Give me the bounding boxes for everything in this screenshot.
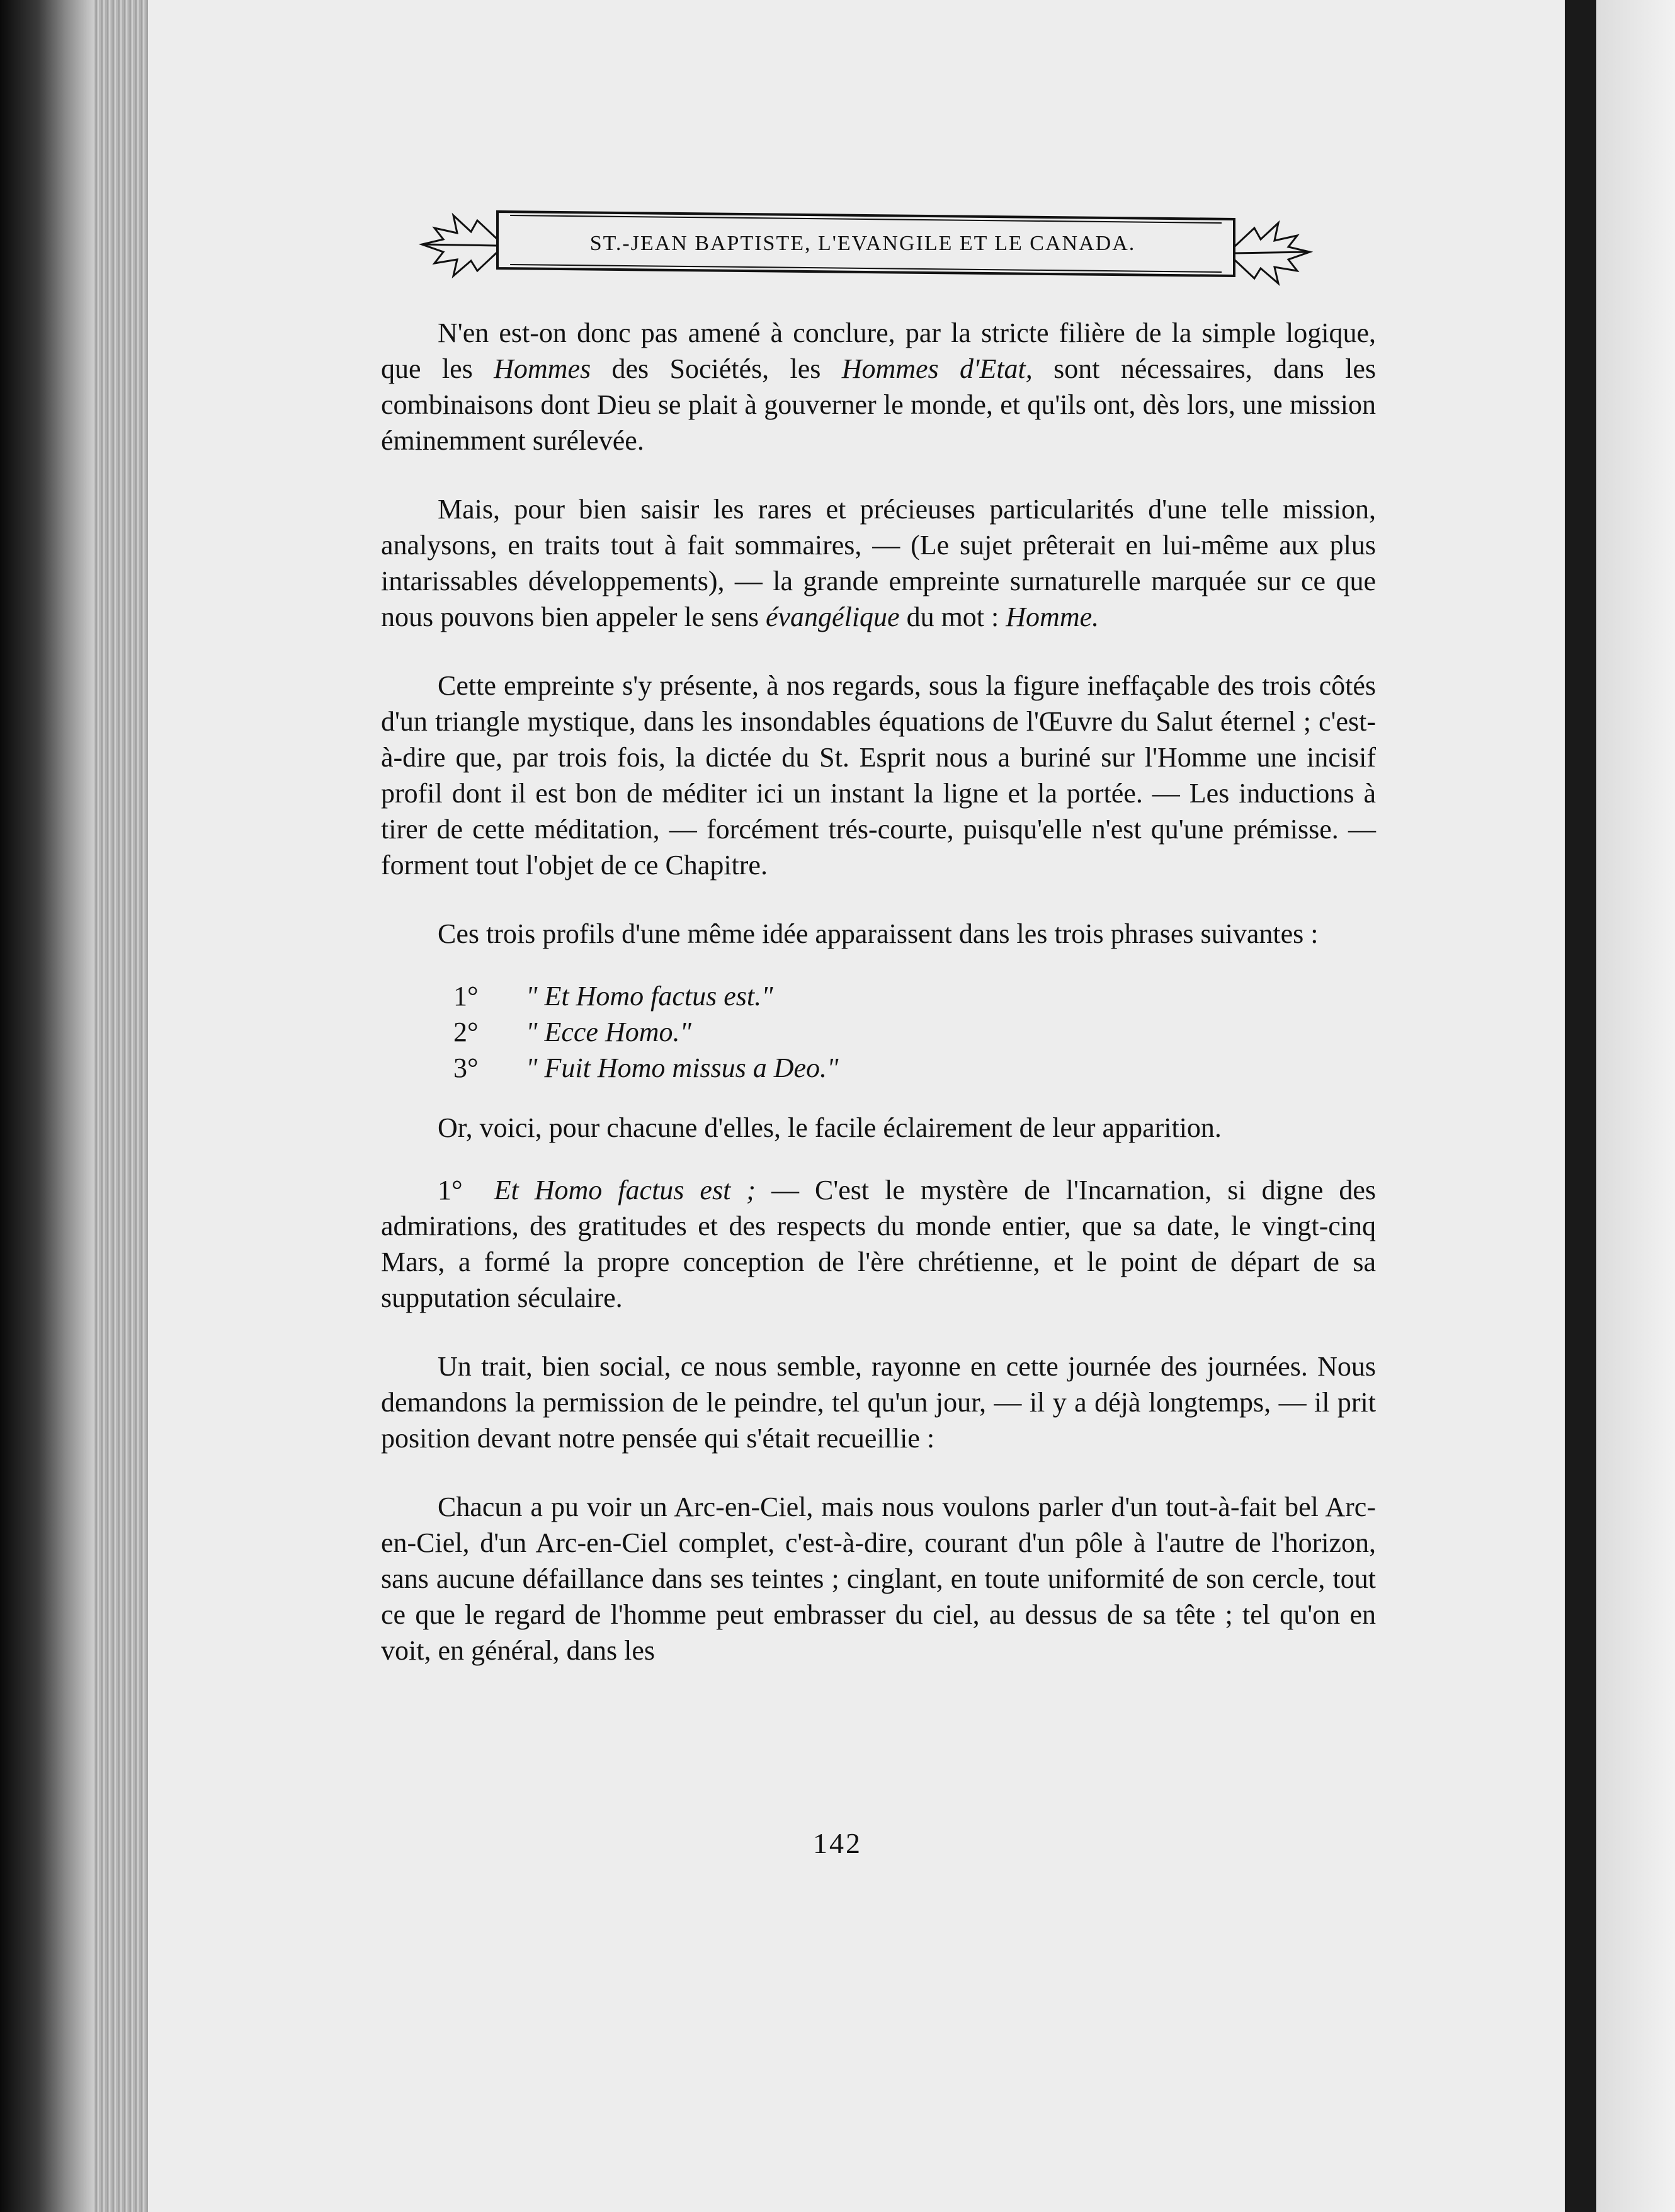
paragraph-1-italic-a: Hommes [494,353,591,384]
book-spine-shadow [0,0,94,2212]
paragraph-5: Or, voici, pour chacune d'elles, le facile éclairement de leur apparition. [438,1112,1222,1143]
paragraph-4: Ces trois profils d'une même idée apparaissent dans les trois phrases suivantes : [438,918,1319,949]
running-header [403,202,1322,290]
list-item-number: 3° [453,1052,479,1083]
paragraph-2-text-a: Mais, pour bien saisir les rares et précieuses particularités d'une telle mission, analysons, en traits tout à fait sommaires, — (Le sujet prêterait en lui-même aux plus intarissables développements), — la grande empreinte surnaturelle marquée sur ce que nous pouvons bien appeler le sens [381,494,1376,632]
paragraph-2-text-b: du mot : [899,601,1006,632]
list-item [453,978,1376,1014]
page-edges [94,0,151,2212]
paragraph-7: Un trait, bien social, ce nous semble, rayonne en cette journée des journées. Nous demandons la permission de le peindre, tel qu'un jour, — il y a déjà longtemps, — il prit position devant notre pensée qui s'était recueillie : [381,1351,1376,1454]
paragraph-1-text-b: des Sociétés, les [591,353,842,384]
paragraph-6 [381,1172,1376,1316]
list-item-text: " Ecce Homo." [526,1017,691,1047]
paragraph-8: Chacun a pu voir un Arc-en-Ciel, mais nous voulons parler d'un tout-à-fait bel Arc-en-Ciel, d'un Arc-en-Ciel complet, c'est-à-dire, courant d'un pôle à l'autre de l'horizon, sans aucune défaillance dans ses teintes ; cinglant, en toute uniformité de son cercle, tout ce que le regard de l'homme peut embrasser du ciel, au dessus de sa tête ; tel qu'on en voit, en général, dans les [381,1491,1376,1666]
paragraph-3: Cette empreinte s'y présente, à nos regards, sous la figure ineffaçable des trois côtés d'un triangle mystique, dans les insondables équations de l'Œuvre du Salut éternel ; c'est-à-dire que, par trois fois, la dictée du St. Esprit nous a buriné sur l'Homme une incisif profil dont il est bon de méditer ici un instant la ligne et la portée. — Les inductions à tirer de cette méditation, — forcément trés-courte, puisqu'elle n'est qu'une prémisse. —forment tout l'objet de ce Chapitre. [381,670,1376,881]
paragraph-6-text: — C'est le mystère de l'Incarnation, si digne des admirations, des gratitudes et des respects du monde entier, que sa date, le vingt-cinq Mars, a formé la propre conception de l'ère chrétienne, et le point de départ de sa supputation séculaire. [381,1175,1377,1313]
paragraph-6-italic: Et Homo factus est ; [494,1175,756,1206]
list-item [453,1014,1376,1050]
list-item-number: 2° [453,1017,479,1047]
paragraph-1-text-c: sont nécessaires, dans les combinaisons dont Dieu se plait à gouverner le monde, et qu'ils ont, dès lors, une mission éminemment surélevée. [381,353,1376,456]
body-text [381,315,1376,1701]
gutter-shadow [1565,0,1596,2212]
paragraph-1-italic-b: Hommes d'Etat, [841,353,1033,384]
paragraph-1 [381,315,1376,459]
list-item-text: " Et Homo factus est." [526,981,773,1012]
list-item-number: 1° [453,981,479,1012]
page-number: 142 [813,1827,862,1859]
running-title: ST.-JEAN BAPTISTE, L'EVANGILE ET LE CANADA. [589,232,1136,255]
paragraph-2-italic-b: Homme. [1006,601,1099,632]
paragraph-2 [381,491,1376,635]
next-page-edge [1596,0,1675,2212]
paragraph-1-text-a: N'en est-on donc pas amené à conclure, par la stricte filière de la simple logique, que les [381,317,1376,384]
latin-phrases-list [381,978,1376,1086]
paragraph-2-italic-a: évangélique [766,601,900,632]
paragraph-6-number: 1° [438,1175,463,1206]
list-item [453,1050,1376,1086]
list-item-text: " Fuit Homo missus a Deo." [526,1052,839,1083]
